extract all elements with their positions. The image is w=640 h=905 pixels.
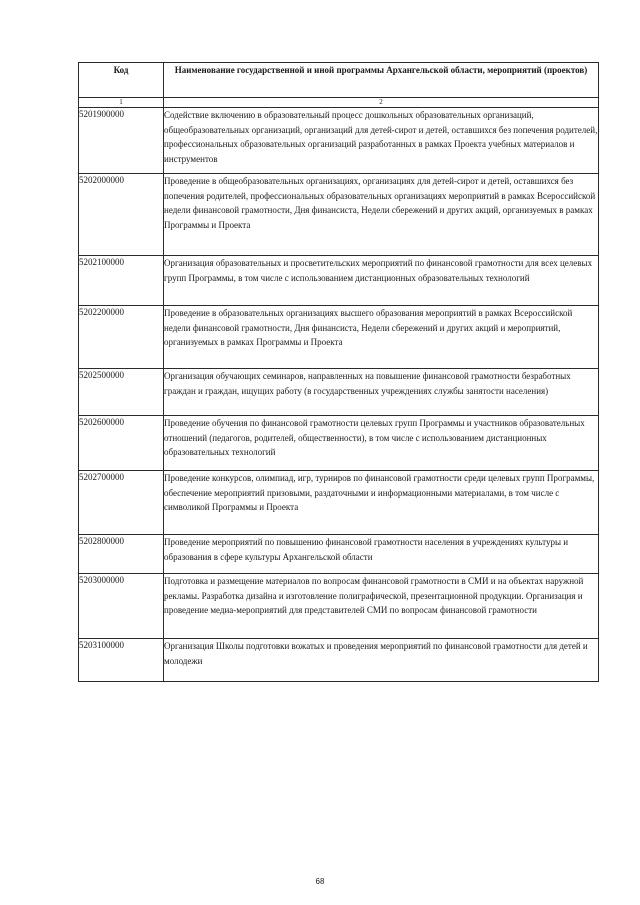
table-row bbox=[79, 306, 599, 369]
row-name: Проведение в образовательных организациях высшего образования мероприятий в рамках Всероссийской недели финансовой грамотности, Дня финансиста, Недели сбережений и других акций и мероприятий, организуемых в рамках Программы и Проекта bbox=[164, 306, 599, 369]
row-name: Подготовка и размещение материалов по вопросам финансовой грамотности в СМИ и на объектах наружной рекламы. Разработка дизайна и изготовление полиграфической, презентационной продукции. Организация и проведение медиа-мероприятий для представителей СМИ по вопросам финансовой грамотности bbox=[164, 574, 599, 639]
row-name: Организация образовательных и просветительских мероприятий по финансовой грамотности для всех целевых групп Программы, в том числе с использованием дистанционных образовательных технологий bbox=[164, 256, 599, 306]
header-name: Наименование государственной и иной программы Архангельской области, мероприятий (проектов) bbox=[164, 63, 599, 98]
column-number-2: 2 bbox=[164, 98, 599, 108]
table-row bbox=[79, 639, 599, 682]
row-code: 5202600000 bbox=[79, 416, 164, 471]
row-code: 5202800000 bbox=[79, 535, 164, 574]
row-name: Организация Школы подготовки вожатых и проведения мероприятий по финансовой грамотности для детей и молодежи bbox=[164, 639, 599, 682]
row-code: 5202500000 bbox=[79, 369, 164, 416]
row-code: 5203100000 bbox=[79, 639, 164, 682]
row-code: 5202100000 bbox=[79, 256, 164, 306]
row-code: 5202700000 bbox=[79, 471, 164, 535]
table-row bbox=[79, 471, 599, 535]
table-row bbox=[79, 256, 599, 306]
table-row bbox=[79, 416, 599, 471]
column-number-1: 1 bbox=[79, 98, 164, 108]
row-name: Проведение конкурсов, олимпиад, игр, турниров по финансовой грамотности среди целевых групп Программы, обеспечение мероприятий призовыми, раздаточными и информационными материалами, в том числе с символикой Программы и Проекта bbox=[164, 471, 599, 535]
program-codes-table bbox=[78, 62, 599, 682]
table-row bbox=[79, 108, 599, 174]
row-code: 5201900000 bbox=[79, 108, 164, 174]
row-code: 5202200000 bbox=[79, 306, 164, 369]
page-number: 68 bbox=[315, 877, 325, 886]
table-row bbox=[79, 535, 599, 574]
document-sheet bbox=[78, 62, 598, 682]
table-header-row bbox=[79, 63, 599, 98]
table-row bbox=[79, 574, 599, 639]
row-name: Проведение мероприятий по повышению финансовой грамотности населения в учреждениях культуры и образования в сфере культуры Архангельской области bbox=[164, 535, 599, 574]
row-code: 5202000000 bbox=[79, 174, 164, 256]
row-name: Проведение обучения по финансовой грамотности целевых групп Программы и участников образовательных отношений (педагогов, родителей, общественности), в том числе с использованием дистанционных образовательных технологий bbox=[164, 416, 599, 471]
header-code: Код bbox=[79, 63, 164, 98]
row-name: Проведение в общеобразовательных организациях, организациях для детей-сирот и детей, оставшихся без попечения родителей, профессиональных образовательных организациях мероприятий в рамках Всероссийской недели финансовой грамотности, Дня финансиста, Недели сбережений и других акций, организуемых в рамках Программы и Проекта bbox=[164, 174, 599, 256]
table-row bbox=[79, 174, 599, 256]
column-numbering-row bbox=[79, 98, 599, 108]
row-name: Организация обучающих семинаров, направленных на повышение финансовой грамотности безработных граждан и граждан, ищущих работу (в государственных учреждениях службы занятости населения) bbox=[164, 369, 599, 416]
row-name: Содействие включению в образовательный процесс дошкольных образовательных организаций, общеобразовательных организаций, организаций для детей-сирот и детей, оставшихся без попечения родителей, профессиональных образовательных организаций разработанных в рамках Проекта учебных материалов и инструментов bbox=[164, 108, 599, 174]
table-row bbox=[79, 369, 599, 416]
row-code: 5203000000 bbox=[79, 574, 164, 639]
